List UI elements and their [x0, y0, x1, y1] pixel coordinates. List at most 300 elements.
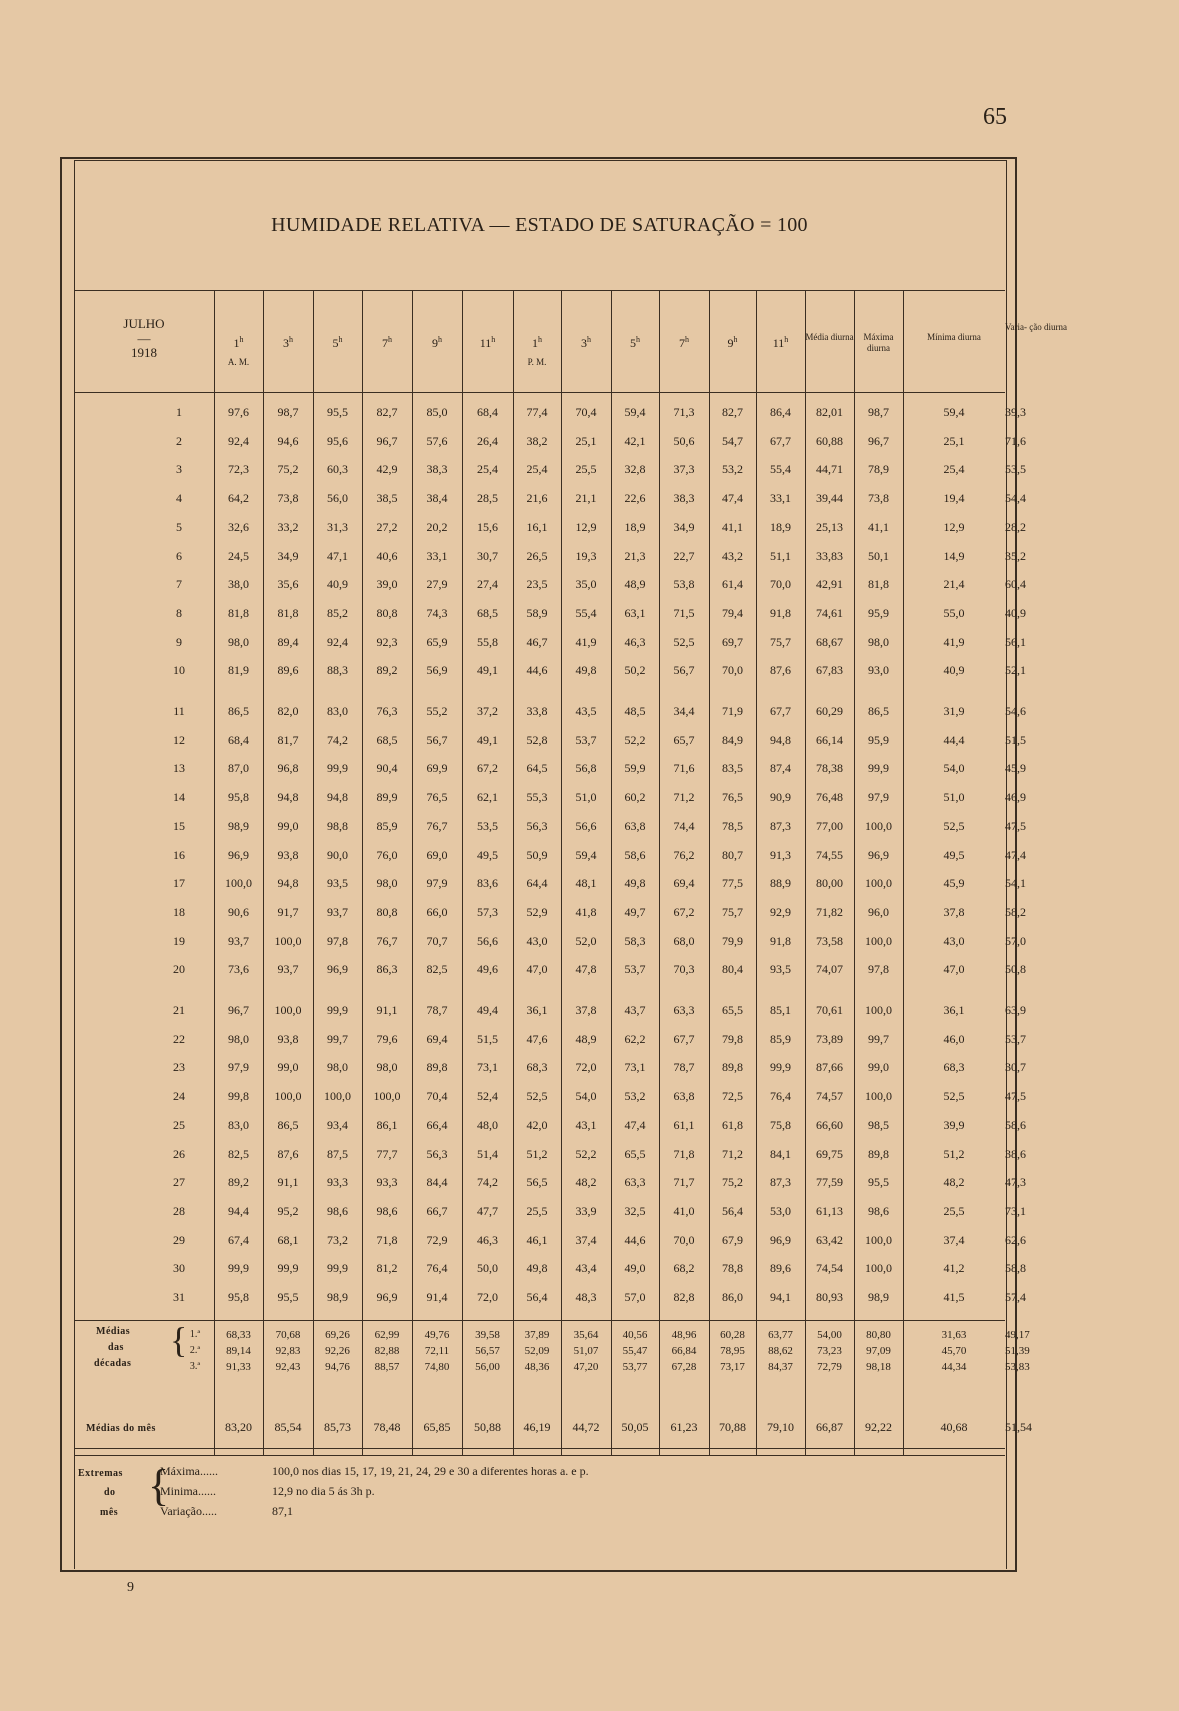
table-cell: 74,4	[673, 818, 695, 833]
hour-unit: h	[587, 335, 591, 344]
day-label: 27	[173, 1175, 185, 1190]
table-cell: 98,0	[376, 1060, 398, 1075]
table-cell: 68,67	[816, 634, 843, 649]
decade-number: 2.ª	[189, 1345, 201, 1356]
table-cell: 95,2	[277, 1203, 299, 1218]
table-cell: 76,3	[376, 704, 398, 718]
table-cell: 93,3	[327, 1175, 348, 1190]
table-cell: 37,8	[575, 1003, 597, 1017]
period-label: A. M.	[227, 357, 250, 367]
table-cell: 56,0	[327, 491, 348, 506]
decade-cell: 92,83	[275, 1345, 301, 1357]
table-cell: 92,9	[770, 904, 791, 919]
table-cell: 100,0	[373, 1089, 401, 1104]
table-cell: 99,9	[228, 1261, 249, 1276]
table-cell: 82,5	[426, 962, 448, 977]
table-cell: 58,2	[1005, 904, 1026, 919]
table-cell: 94,4	[228, 1203, 249, 1218]
table-cell: 89,8	[722, 1060, 743, 1075]
table-cell: 93,8	[277, 847, 299, 862]
table-cell: 47,8	[575, 962, 597, 977]
table-cell: 78,7	[673, 1060, 695, 1075]
decade-label-line: das	[108, 1342, 124, 1353]
table-cell: 37,4	[575, 1232, 597, 1247]
table-cell: 83,0	[228, 1117, 249, 1132]
table-cell: 43,2	[722, 548, 743, 563]
decade-cell: 92,43	[275, 1361, 301, 1373]
month-mean-cell: 66,87	[816, 1420, 843, 1434]
day-label: 10	[173, 663, 185, 678]
table-cell: 97,9	[228, 1060, 249, 1075]
table-cell: 48,9	[624, 577, 646, 592]
decade-cell: 63,77	[768, 1329, 793, 1341]
decade-label-line: décadas	[94, 1358, 132, 1369]
table-cell: 49,1	[477, 732, 498, 747]
table-cell: 39,3	[1005, 405, 1026, 419]
day-label: 24	[173, 1089, 185, 1104]
table-cell: 35,0	[575, 577, 597, 592]
hour-header: 5$^h$	[332, 335, 343, 350]
table-cell: 55,2	[426, 704, 448, 718]
table-cell: 99,9	[868, 761, 889, 776]
table-cell: 96,7	[228, 1003, 249, 1017]
month-mean-cell: 79,10	[767, 1420, 794, 1434]
table-cell: 78,7	[426, 1003, 448, 1017]
table-cell: 72,5	[722, 1089, 743, 1104]
table-cell: 43,0	[943, 933, 965, 948]
table-cell: 25,4	[943, 462, 965, 477]
decade-cell: 49,76	[424, 1329, 450, 1341]
decade-cell: 56,57	[475, 1345, 500, 1357]
table-cell: 63,3	[624, 1175, 646, 1190]
table-cell: 85,0	[426, 405, 448, 419]
decade-cell: 73,17	[720, 1361, 745, 1373]
day-label: 16	[173, 847, 185, 862]
table-cell: 46,9	[1005, 790, 1026, 805]
table-cell: 97,8	[327, 933, 348, 948]
table-cell: 74,2	[327, 732, 348, 747]
table-cell: 71,9	[722, 704, 743, 718]
table-cell: 53,7	[624, 962, 646, 977]
table-cell: 76,5	[426, 790, 448, 805]
table-cell: 59,4	[943, 405, 965, 419]
month-mean-cell: 65,85	[423, 1420, 451, 1434]
table-cell: 56,5	[526, 1175, 548, 1190]
table-cell: 76,48	[816, 790, 843, 805]
table-cell: 80,7	[722, 847, 743, 862]
table-cell: 66,7	[426, 1203, 448, 1218]
table-cell: 94,6	[277, 433, 299, 448]
table-cell: 71,3	[673, 405, 695, 419]
table-cell: 16,1	[526, 519, 548, 534]
table-cell: 83,5	[722, 761, 743, 776]
decade-cell: 35,64	[573, 1329, 599, 1341]
table-cell: 33,8	[526, 704, 548, 718]
table-cell: 89,6	[770, 1261, 791, 1276]
table-cell: 48,2	[943, 1175, 965, 1190]
table-cell: 89,4	[277, 634, 299, 649]
table-cell: 82,0	[277, 704, 299, 718]
table-cell: 32,8	[624, 462, 646, 477]
table-cell: 41,1	[868, 519, 889, 534]
table-cell: 81,8	[277, 605, 299, 620]
table-cell: 72,0	[575, 1060, 597, 1075]
table-cell: 97,6	[228, 405, 249, 419]
day-label: 4	[176, 491, 182, 506]
table-cell: 76,7	[376, 933, 398, 948]
table-cell: 50,2	[624, 663, 646, 678]
table-cell: 40,9	[943, 663, 965, 678]
hour-header: 11$^h$	[772, 335, 789, 350]
table-cell: 75,2	[277, 462, 299, 477]
table-cell: 63,8	[673, 1089, 695, 1104]
table-cell: 64,4	[526, 876, 548, 891]
table-cell: 59,4	[624, 405, 646, 419]
table-cell: 70,4	[575, 405, 597, 419]
table-cell: 98,8	[327, 818, 348, 833]
table-cell: 52,5	[526, 1089, 548, 1104]
table-cell: 98,0	[327, 1060, 348, 1075]
table-cell: 25,5	[526, 1203, 548, 1218]
table-cell: 48,1	[575, 876, 597, 891]
table-cell: 43,1	[575, 1117, 597, 1132]
table-cell: 76,2	[673, 847, 695, 862]
table-cell: 54,1	[1005, 876, 1026, 891]
table-cell: 73,2	[327, 1232, 348, 1247]
extreme-name: Minima......	[160, 1484, 216, 1498]
decade-number: 3.ª	[189, 1361, 201, 1372]
table-cell: 38,3	[673, 491, 695, 506]
table-cell: 74,3	[426, 605, 448, 620]
table-cell: 85,9	[376, 818, 398, 833]
table-cell: 34,4	[673, 704, 695, 718]
table-cell: 41,0	[673, 1203, 695, 1218]
table-cell: 80,8	[376, 605, 398, 620]
table-cell: 62,1	[477, 790, 498, 805]
hour-unit: h	[388, 335, 392, 344]
day-label: 9	[176, 634, 182, 649]
table-cell: 96,9	[327, 962, 348, 977]
table-cell: 71,8	[376, 1232, 398, 1247]
table-cell: 52,2	[624, 732, 646, 747]
table-cell: 51,2	[943, 1146, 965, 1161]
table-cell: 98,0	[228, 634, 249, 649]
table-cell: 95,5	[327, 405, 348, 419]
table-cell: 54,0	[575, 1089, 597, 1104]
extreme-value: 12,9 no dia 5 ás 3h p.	[272, 1484, 375, 1498]
table-cell: 49,1	[477, 663, 498, 678]
table-cell: 28,2	[1005, 519, 1026, 534]
table-cell: 93,7	[327, 904, 348, 919]
table-cell: 90,6	[228, 904, 249, 919]
table-cell: 82,7	[376, 405, 398, 419]
table-cell: 60,29	[816, 704, 843, 718]
page-number: 65	[983, 104, 1007, 130]
table-cell: 91,1	[277, 1175, 299, 1190]
table-cell: 51,1	[770, 548, 791, 563]
table-cell: 77,5	[722, 876, 743, 891]
extreme-name: Variação.....	[160, 1504, 217, 1518]
table-cell: 38,6	[1005, 1146, 1026, 1161]
table-cell: 67,7	[770, 433, 791, 448]
table-cell: 82,5	[228, 1146, 249, 1161]
table-cell: 40,9	[327, 577, 348, 592]
day-label: 14	[173, 790, 185, 805]
table-cell: 93,5	[327, 876, 348, 891]
table-cell: 91,1	[376, 1003, 398, 1017]
extreme-name: Máxima......	[160, 1464, 218, 1478]
table-cell: 74,57	[816, 1089, 843, 1104]
table-cell: 94,8	[327, 790, 348, 805]
table-cell: 69,0	[426, 847, 448, 862]
table-cell: 58,9	[526, 605, 548, 620]
table-cell: 100,0	[865, 876, 892, 891]
table-cell: 33,9	[575, 1203, 597, 1218]
table-cell: 89,9	[376, 790, 398, 805]
table-cell: 61,13	[816, 1203, 843, 1218]
table-cell: 94,8	[770, 732, 791, 747]
table-cell: 25,5	[575, 462, 597, 477]
table-cell: 69,9	[426, 761, 448, 776]
table-cell: 35,2	[1005, 548, 1026, 563]
table-cell: 68,5	[477, 605, 498, 620]
table-cell: 87,3	[770, 818, 791, 833]
table-cell: 42,91	[816, 577, 843, 592]
day-label: 11	[173, 704, 185, 718]
day-label: 29	[173, 1232, 185, 1247]
table-cell: 37,3	[673, 462, 695, 477]
table-cell: 20,2	[426, 519, 448, 534]
table-cell: 95,5	[277, 1290, 299, 1304]
table-cell: 47,0	[943, 962, 965, 977]
table-cell: 58,6	[624, 847, 646, 862]
table-cell: 33,83	[816, 548, 843, 563]
table-cell: 66,14	[816, 732, 843, 747]
table-cell: 46,3	[477, 1232, 498, 1247]
decade-cell: 52,09	[524, 1345, 550, 1357]
table-cell: 70,7	[426, 933, 448, 948]
table-cell: 25,5	[943, 1203, 965, 1218]
table-cell: 71,6	[673, 761, 695, 776]
table-cell: 100,0	[274, 1089, 302, 1104]
table-cell: 65,7	[673, 732, 695, 747]
table-cell: 45,9	[1005, 761, 1026, 776]
table-cell: 43,4	[575, 1261, 597, 1276]
hour-unit: h	[636, 335, 640, 344]
table-cell: 65,5	[624, 1146, 646, 1161]
decade-cell: 67,28	[671, 1361, 697, 1373]
table-cell: 91,7	[277, 904, 299, 919]
table-cell: 52,5	[673, 634, 695, 649]
table-cell: 82,8	[673, 1290, 695, 1304]
table-cell: 34,9	[277, 548, 299, 563]
table-cell: 52,9	[526, 904, 548, 919]
table-cell: 35,6	[277, 577, 299, 592]
month-mean-cell: 46,19	[523, 1420, 551, 1434]
table-cell: 70,0	[770, 577, 791, 592]
table-cell: 100,0	[865, 1232, 892, 1247]
table-cell: 95,9	[868, 605, 889, 620]
table-cell: 94,8	[277, 790, 299, 805]
month-label: JULHO	[123, 316, 165, 331]
table-cell: 68,4	[477, 405, 498, 419]
table-cell: 31,9	[943, 704, 965, 718]
table-cell: 25,4	[526, 462, 548, 477]
table-cell: 78,5	[722, 818, 743, 833]
table-cell: 37,2	[477, 704, 498, 718]
hour-unit: h	[685, 335, 689, 344]
decade-cell: 66,84	[671, 1345, 697, 1357]
table-cell: 63,8	[624, 818, 646, 833]
decade-cell: 78,95	[720, 1345, 745, 1357]
table-cell: 31,3	[327, 519, 348, 534]
table-cell: 56,1	[1005, 634, 1026, 649]
table-cell: 80,4	[722, 962, 743, 977]
table-cell: 77,00	[816, 818, 843, 833]
table-cell: 52,2	[575, 1146, 597, 1161]
decade-cell: 68,33	[226, 1329, 251, 1341]
table-cell: 60,4	[1005, 577, 1026, 592]
decade-cell: 53,83	[1005, 1361, 1030, 1373]
table-cell: 95,8	[228, 1290, 249, 1304]
table-cell: 36,1	[943, 1003, 965, 1017]
table-cell: 42,0	[526, 1117, 548, 1132]
table-cell: 32,6	[228, 519, 249, 534]
table-cell: 19,3	[575, 548, 597, 563]
table-cell: 98,6	[376, 1203, 398, 1218]
table-cell: 52,0	[575, 933, 597, 948]
table-cell: 68,0	[673, 933, 695, 948]
table-cell: 63,3	[673, 1003, 695, 1017]
extreme-value: 100,0 nos dias 15, 17, 19, 21, 24, 29 e 30 a diferentes horas a. e p.	[272, 1464, 589, 1478]
table-cell: 99,9	[327, 761, 348, 776]
table-cell: 43,0	[526, 933, 548, 948]
table-cell: 91,8	[770, 605, 791, 620]
table-cell: 21,1	[575, 491, 597, 506]
decade-cell: 72,11	[424, 1345, 450, 1357]
decade-cell: 97,09	[866, 1345, 891, 1357]
table-cell: 21,4	[943, 577, 965, 592]
extremes-brace: {	[148, 1461, 170, 1510]
table-cell: 61,8	[722, 1117, 743, 1132]
day-label: 5	[176, 519, 182, 534]
table-cell: 98,9	[327, 1290, 348, 1304]
day-label: 22	[173, 1031, 185, 1046]
table-cell: 96,0	[868, 904, 889, 919]
table-cell: 56,9	[426, 663, 448, 678]
table-cell: 27,2	[376, 519, 398, 534]
decade-cell: 55,47	[622, 1345, 648, 1357]
table-cell: 47,4	[624, 1117, 646, 1132]
table-cell: 48,3	[575, 1290, 597, 1304]
table-cell: 40,6	[376, 548, 398, 563]
table-cell: 98,0	[228, 1031, 249, 1046]
table-cell: 33,1	[426, 548, 448, 563]
table-cell: 99,7	[868, 1031, 889, 1046]
table-cell: 25,1	[943, 433, 965, 448]
table-cell: 67,2	[477, 761, 498, 776]
day-label: 13	[173, 761, 185, 776]
table-cell: 95,9	[868, 732, 889, 747]
table-cell: 86,0	[722, 1290, 743, 1304]
table-cell: 93,0	[868, 663, 889, 678]
table-cell: 15,6	[477, 519, 498, 534]
table-cell: 30,7	[477, 548, 498, 563]
table-cell: 76,5	[722, 790, 743, 805]
decade-cell: 48,36	[524, 1361, 550, 1373]
table-cell: 73,8	[868, 491, 889, 506]
table-cell: 73,1	[477, 1060, 498, 1075]
table-cell: 53,2	[722, 462, 743, 477]
table-cell: 59,9	[624, 761, 646, 776]
table-cell: 66,4	[426, 1117, 448, 1132]
month-mean-cell: 50,88	[474, 1420, 501, 1434]
table-cell: 33,2	[277, 519, 299, 534]
table-cell: 86,4	[770, 405, 791, 419]
table-cell: 58,3	[624, 933, 646, 948]
table-cell: 53,5	[1005, 462, 1026, 477]
table-cell: 73,1	[1005, 1203, 1026, 1218]
table-cell: 46,1	[526, 1232, 548, 1247]
table-cell: 81,9	[228, 663, 249, 678]
day-label: 18	[173, 904, 185, 919]
decade-brace: {	[170, 1320, 188, 1360]
day-label: 2	[176, 433, 182, 448]
table-cell: 49,5	[477, 847, 498, 862]
table-cell: 37,4	[943, 1232, 965, 1247]
table-cell: 99,0	[868, 1060, 889, 1075]
table-cell: 81,7	[277, 732, 299, 747]
day-label: 25	[173, 1117, 185, 1132]
table-cell: 77,59	[816, 1175, 843, 1190]
table-cell: 89,8	[426, 1060, 448, 1075]
table-cell: 67,83	[816, 663, 843, 678]
table-cell: 69,4	[673, 876, 695, 891]
table-cell: 73,6	[228, 962, 249, 977]
table-cell: 99,9	[277, 1261, 299, 1276]
decade-cell: 91,33	[226, 1361, 251, 1373]
decade-cell: 51,39	[1005, 1345, 1030, 1357]
table-cell: 81,2	[376, 1261, 398, 1276]
table-cell: 93,7	[277, 962, 299, 977]
table-cell: 56,6	[575, 818, 597, 833]
summary-header: Mínima diurna	[927, 332, 981, 342]
day-label: 1	[176, 405, 182, 419]
table-cell: 100,0	[225, 876, 252, 891]
month-dash: —	[137, 331, 151, 346]
hour-unit: h	[733, 335, 738, 344]
table-cell: 79,6	[376, 1031, 398, 1046]
table-cell: 68,3	[943, 1060, 965, 1075]
decade-cell: 53,77	[622, 1361, 648, 1373]
table-cell: 18,9	[624, 519, 646, 534]
table-cell: 22,6	[624, 491, 646, 506]
table-cell: 21,6	[526, 491, 548, 506]
table-cell: 77,4	[526, 405, 548, 419]
table-cell: 71,2	[722, 1146, 743, 1161]
hour-header: 7$^h$	[382, 335, 392, 350]
table-cell: 39,44	[816, 491, 843, 506]
table-cell: 86,5	[277, 1117, 299, 1132]
table-cell: 73,58	[816, 933, 843, 948]
table-cell: 41,9	[943, 634, 965, 649]
table-cell: 97,9	[868, 790, 889, 805]
table-cell: 85,9	[770, 1031, 791, 1046]
month-mean-cell: 92,22	[865, 1420, 892, 1434]
decade-cell: 56,00	[475, 1361, 500, 1373]
day-label: 12	[173, 732, 185, 747]
table-cell: 89,2	[228, 1175, 249, 1190]
